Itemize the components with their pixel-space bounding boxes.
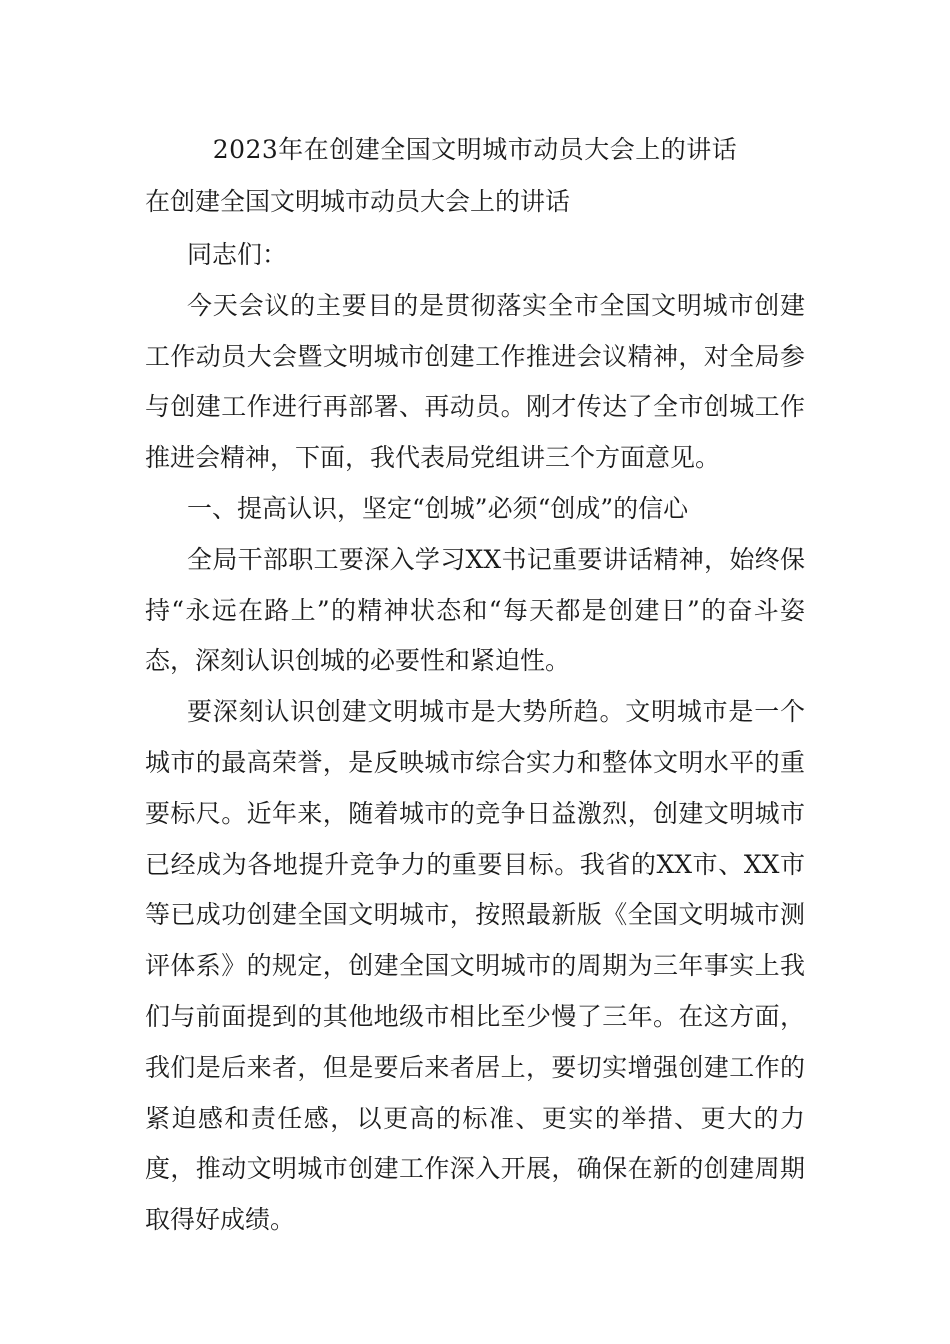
document-subtitle: 在创建全国文明城市动员大会上的讲话 [145,187,571,216]
body-paragraph: 全局干部职工要深入学习XX书记重要讲话精神，始终保持“永远在路上”的精神状态和“每天都是创建日”的奋斗姿态，深刻认识创城的必要性和紧迫性。 [145,544,805,676]
document-body [145,230,805,1246]
document-title: 2023年在创建全国文明城市动员大会上的讲话 [212,135,738,164]
intro-paragraph: 今天会议的主要目的是贯彻落实全市全国文明城市创建工作动员大会暨文明城市创建工作推进会议精神，对全局参与创建工作进行再部署、再动员。刚才传达了全市创城工作推进会精神，下面，我代表局党组讲三个方面意见。 [145,290,805,473]
body-paragraph: 要深刻认识创建文明城市是大势所趋。文明城市是一个城市的最高荣誉，是反映城市综合实力和整体文明水平的重要标尺。近年来，随着城市的竞争日益激烈，创建文明城市已经成为各地提升竞争力的重要目标。我省的XX市、XX市等已成功创建全国文明城市，按照最新版《全国文明城市测评体系》的规定，创建全国文明城市的周期为三年事实上我们与前面提到的其他地级市相比至少慢了三年。在这方面，我们是后来者，但是要后来者居上，要切实增强创建工作的紧迫感和责任感，以更高的标准、更实的举措、更大的力度，推动文明城市创建工作深入开展，确保在新的创建周期取得好成绩。 [145,697,805,1235]
salutation-paragraph: 同志们： [187,240,288,269]
section-heading: 一、提高认识，坚定“创城”必须“创成”的信心 [187,493,689,523]
